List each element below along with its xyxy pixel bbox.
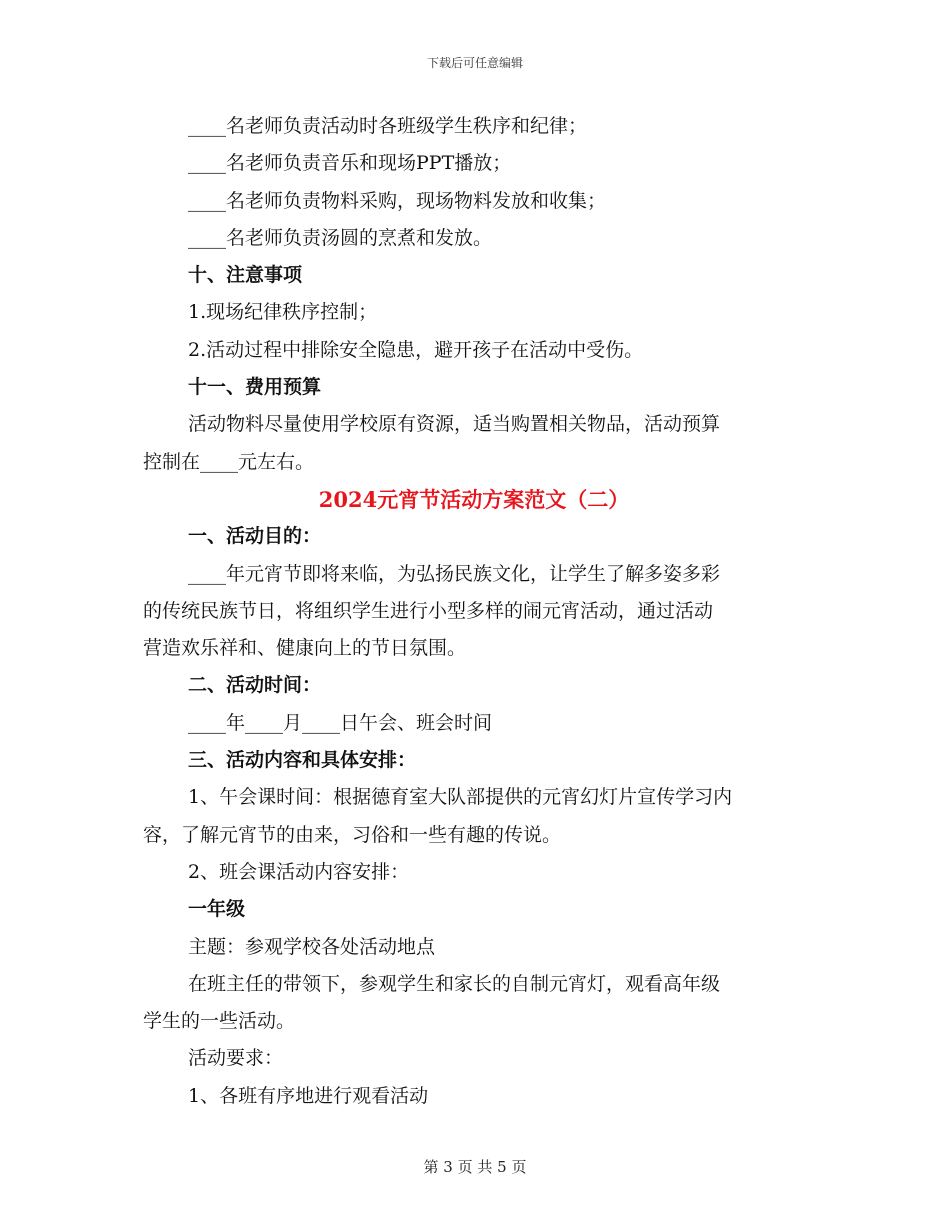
text-line: 1.现场纪律秩序控制；	[188, 301, 378, 324]
page-footer: 第 3 页 共 5 页	[423, 1158, 527, 1176]
text-line: 在班主任的带领下，参观学生和家长的自制元宵灯，观看高年级	[188, 972, 721, 995]
text-line: ____年____月____日午会、班会时间	[188, 711, 493, 734]
text-line: 营造欢乐祥和、健康向上的节日氛围。	[143, 637, 467, 660]
text-line: 容，了解元宵节的由来，习俗和一些有趣的传说。	[143, 823, 562, 846]
text-line: ____名老师负责活动时各班级学生秩序和纪律；	[188, 115, 588, 137]
document-body	[143, 108, 805, 1115]
text-line: ____名老师负责汤圆的烹煮和发放。	[188, 226, 493, 249]
text-line: 1、午会课时间：根据德育室大队部提供的元宵幻灯片宣传学习内	[188, 786, 733, 809]
text-line: 的传统民族节日，将组织学生进行小型多样的闹元宵活动，通过活动	[143, 599, 714, 622]
section-heading: 十、注意事项	[188, 264, 303, 287]
text-line: ____名老师负责音乐和现场PPT播放；	[188, 152, 512, 175]
section-heading: 二、活动时间：	[188, 674, 322, 697]
document-title: 2024元宵节活动方案范文（二）	[318, 486, 630, 512]
section-heading: 十一、费用预算	[188, 376, 322, 399]
section-heading: 三、活动内容和具体安排：	[188, 749, 417, 772]
text-line: 1、各班有序地进行观看活动	[188, 1084, 429, 1107]
text-line: 学生的一些活动。	[143, 1010, 296, 1033]
text-line: 主题：参观学校各处活动地点	[188, 935, 436, 958]
section-heading: 一、活动目的：	[188, 525, 322, 548]
text-line: 2.活动过程中排除安全隐患，避开孩子在活动中受伤。	[188, 338, 644, 361]
text-line: ____名老师负责物料采购，现场物料发放和收集；	[188, 189, 607, 212]
subsection-heading: 一年级	[188, 898, 246, 921]
text-line: 2、班会课活动内容安排：	[188, 860, 410, 883]
text-line: 控制在____元左右。	[143, 450, 315, 473]
text-line: 活动物料尽量使用学校原有资源，适当购置相关物品，活动预算	[188, 413, 721, 436]
text-line: 活动要求：	[188, 1047, 284, 1070]
page-header: 下载后可任意编辑	[426, 56, 523, 70]
text-line: ____年元宵节即将来临，为弘扬民族文化，让学生了解多姿多彩	[188, 562, 721, 585]
